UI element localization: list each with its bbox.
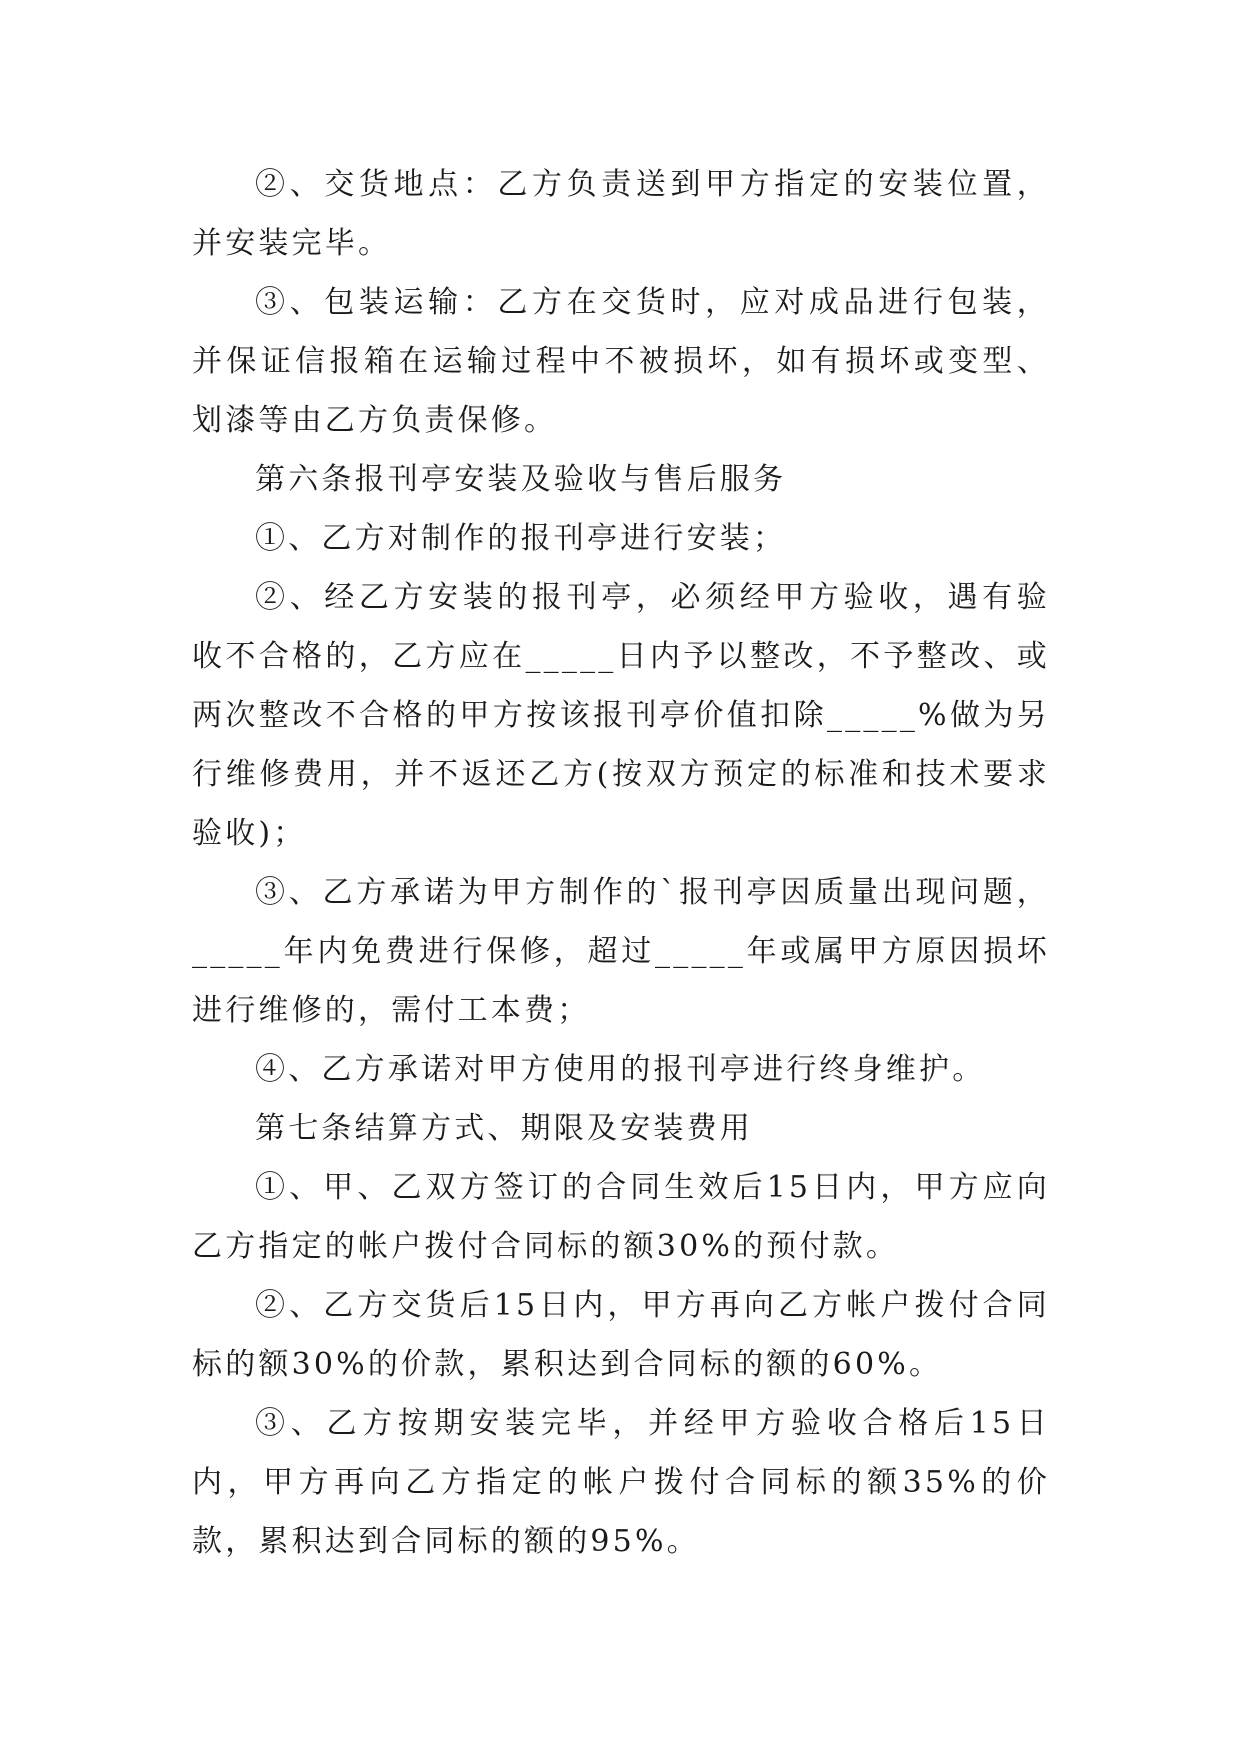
article-7-heading: 第七条结算方式、期限及安装费用 [255, 1111, 753, 1146]
article-6-item-2: ②、经乙方安装的报刊亭，必须经甲方验收，遇有验收不合格的，乙方应在_____日内予以整改，不予整改、或两次整改不合格的甲方按该报刊亭价值扣除_____%做为另行维修费用，并不返还乙方(按双方预定的标准和技术要求验收)； [192, 580, 1050, 851]
clause-delivery-location: ②、交货地点：乙方负责送到甲方指定的安装位置，并安装完毕。 [192, 167, 1050, 261]
clause-packaging-transport: ③、包装运输：乙方在交货时，应对成品进行包装，并保证信报箱在运输过程中不被损坏，如有损坏或变型、划漆等由乙方负责保修。 [192, 285, 1050, 438]
article-6-item-1: ①、乙方对制作的报刊亭进行安装； [255, 521, 787, 556]
article-7-item-1: ①、甲、乙双方签订的合同生效后15日内，甲方应向乙方指定的帐户拨付合同标的额30%的预付款。 [192, 1170, 1050, 1264]
article-7-item-3: ③、乙方按期安装完毕，并经甲方验收合格后15日内，甲方再向乙方指定的帐户拨付合同标的额35%的价款，累积达到合同标的额的95%。 [192, 1406, 1050, 1559]
article-6-item-4: ④、乙方承诺对甲方使用的报刊亭进行终身维护。 [255, 1052, 986, 1087]
article-6-item-3: ③、乙方承诺为甲方制作的`报刊亭因质量出现问题，_____年内免费进行保修，超过_____年或属甲方原因损坏进行维修的，需付工本费； [192, 875, 1050, 1028]
document-body [192, 155, 1050, 1571]
article-6-heading: 第六条报刊亭安装及验收与售后服务 [255, 462, 787, 497]
article-7-item-2: ②、乙方交货后15日内，甲方再向乙方帐户拨付合同标的额30%的价款，累积达到合同标的额的60%。 [192, 1288, 1050, 1382]
